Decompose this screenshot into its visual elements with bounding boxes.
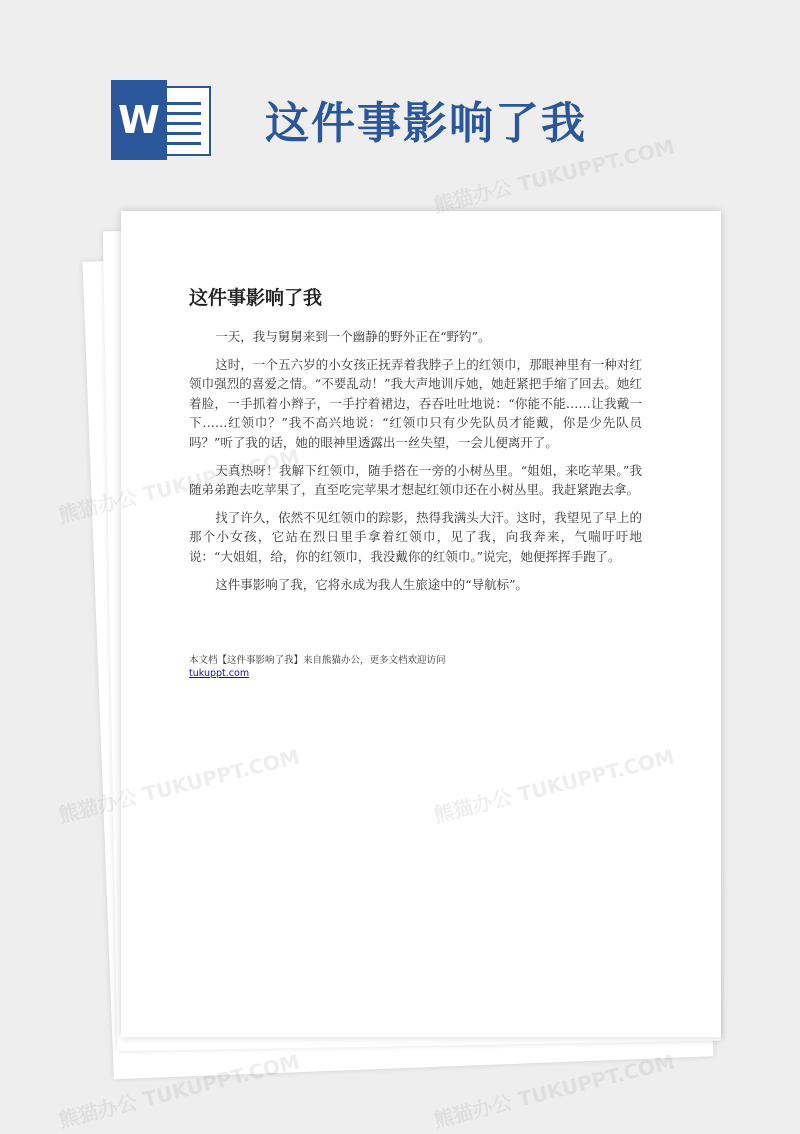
watermark: 熊猫办公 TUKUPPT.COM (431, 1049, 677, 1133)
watermark: 熊猫办公 (56, 784, 140, 828)
paragraph: 这件事影响了我，它将永成为我人生旅途中的“导航标”。 (215, 576, 529, 592)
paragraph: 一天，我与舅舅来到一个幽静的野外正在“野钓”。 (215, 329, 491, 344)
word-icon (111, 80, 213, 160)
paragraph: 找了许久，依然不见红领巾的踪影，热得我满头大汗。这时，我望见了早上的那个小女孩，它站在烈日里手拿着红领巾，见了我，向我奔来，气喘吁吁地说：“大姐姐，给，你的红领巾，我没戴你的红领巾。”说完，她便挥挥手跑了。 (189, 509, 642, 564)
header-banner (0, 0, 800, 200)
word-badge: W (111, 80, 167, 160)
document-page (121, 211, 721, 1037)
source-link[interactable]: tukuppt.com (189, 668, 250, 679)
document-body (189, 327, 642, 602)
document-title: 这件事影响了我 (189, 287, 323, 309)
source-note-text: 本文档【这件事影响了我】来自熊猫办公，更多文档欢迎访问 (189, 655, 446, 666)
banner-title: 这件事影响了我 (265, 98, 587, 149)
watermark: 熊猫办公 TUKUPPT.COM (56, 1049, 302, 1133)
watermark: 熊猫办公 TUKUPPT.COM (431, 134, 677, 218)
paragraph: 天真热呀！我解下红领巾，随手搭在一旁的小树丛里。“姐姐，来吃苹果。”我随弟弟跑去吃苹果了，直至吃完苹果才想起红领巾还在小树丛里。我赶紧跑去拿。 (189, 462, 642, 498)
source-note (189, 654, 642, 680)
paragraph: 这时，一个五六岁的小女孩正抚弄着我脖子上的红领巾，那眼神里有一种对红领巾强烈的喜爱之情。“不要乱动！”我大声地训斥她，她赶紧把手缩了回去。她红着脸，一手抓着小辫子，一手拧着裙边，吞吞吐吐地说：“你能不能……让我戴一下……红领巾？”我不高兴地说：“红领巾只有少先队员才能戴，你是少先队员吗？”听了我的话，她的眼神里透露出一丝失望，一会儿便离开了。 (189, 356, 642, 450)
